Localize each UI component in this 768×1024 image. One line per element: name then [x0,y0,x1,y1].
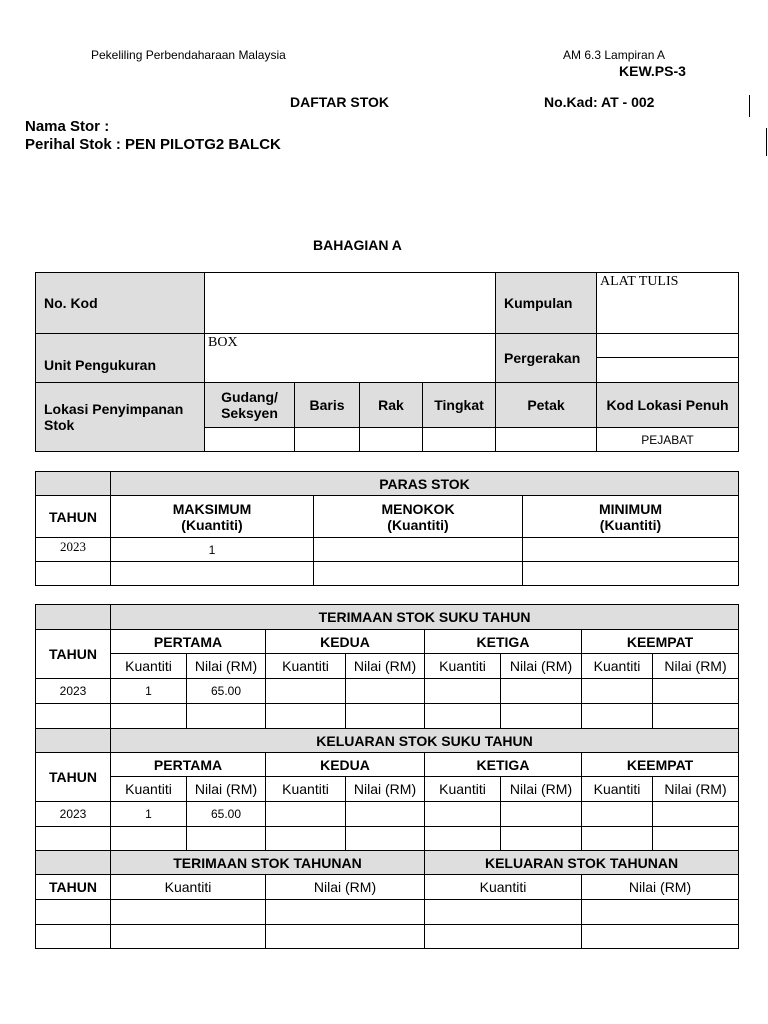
appendix-reference: AM 6.3 Lampiran A [563,48,666,62]
keluaran-cell[interactable] [582,802,653,827]
suku-tahun-table [35,604,739,949]
terimaan-keempat-header: KEEMPAT [582,630,739,654]
tahunan-cell[interactable] [36,925,111,949]
keluaran-row1-tahun[interactable]: 2023 [36,802,111,827]
terimaan-heading: TERIMAAN STOK SUKU TAHUN [111,605,739,630]
page-title: DAFTAR STOK [290,94,390,110]
terimaan-cell[interactable] [266,704,346,729]
terimaan-tahunan-heading: TERIMAAN STOK TAHUNAN [111,851,425,875]
keluaran-nilai-4: Nilai (RM) [653,777,739,802]
terimaan-nilai-4: Nilai (RM) [653,654,739,679]
paras-stok-table [35,471,739,586]
menokok-header [314,496,523,538]
keluaran-tahunan-nilai: Nilai (RM) [582,875,739,900]
terimaan-kuantiti-3: Kuantiti [425,654,501,679]
tahun-header: TAHUN [36,496,111,538]
circular-reference: Pekeliling Perbendaharaan Malaysia [91,48,286,62]
keluaran-cell[interactable] [582,827,653,851]
paras-row1-tahun[interactable]: 2023 [36,538,111,562]
kod-lokasi-label: Kod Lokasi Penuh [597,383,739,428]
rak-label: Rak [360,383,423,428]
tingkat-label: Tingkat [423,383,496,428]
terimaan-cell[interactable] [501,704,582,729]
minimum-header [523,496,739,538]
paras-stok-heading: PARAS STOK [111,472,739,496]
gudang-label: Gudang/ Seksyen [205,383,295,428]
maksimum-header [111,496,314,538]
terimaan-nilai-1: Nilai (RM) [187,654,266,679]
paras-row2-tahun[interactable] [36,562,111,586]
bahagian-a-table [35,272,739,452]
keluaran-cell[interactable] [346,827,425,851]
keluaran-cell[interactable] [346,802,425,827]
paras-row2-menokok[interactable] [314,562,523,586]
keluaran-ketiga-header: KETIGA [425,753,582,777]
text-cursor-mark [749,95,750,117]
tahunan-corner [36,851,111,875]
keluaran-pertama-header: PERTAMA [111,753,266,777]
paras-corner [36,472,111,496]
keluaran-nilai-1: Nilai (RM) [187,777,266,802]
kod-lokasi-value[interactable]: PEJABAT [597,428,739,452]
terimaan-cell[interactable] [346,704,425,729]
keluaran-cell[interactable] [111,827,187,851]
keluaran-cell[interactable] [501,802,582,827]
keluaran-corner [36,729,111,753]
tahunan-cell[interactable] [425,925,582,949]
menokok-label: MENOKOK [381,500,455,517]
terimaan-cell[interactable] [425,679,501,704]
paras-row1-menokok[interactable] [314,538,523,562]
terimaan-cell[interactable] [582,704,653,729]
keluaran-nilai-3: Nilai (RM) [501,777,582,802]
keluaran-tahun-header: TAHUN [36,753,111,802]
terimaan-pertama-header: PERTAMA [111,630,266,654]
keluaran-cell[interactable] [501,827,582,851]
tahunan-cell[interactable] [266,900,425,925]
unit-label: Unit Pengukuran [36,334,205,383]
tahunan-cell[interactable] [582,925,739,949]
keluaran-cell[interactable] [425,802,501,827]
paras-row1-minimum[interactable] [523,538,739,562]
keluaran-cell[interactable] [187,827,266,851]
terimaan-corner [36,605,111,630]
keluaran-kuantiti-1: Kuantiti [111,777,187,802]
keluaran-kedua-header: KEDUA [266,753,425,777]
keluaran-cell[interactable] [266,827,346,851]
terimaan-cell[interactable] [111,704,187,729]
terimaan-cell[interactable] [653,679,739,704]
no-kod-label: No. Kod [36,273,205,334]
terimaan-row1-nilai[interactable]: 65.00 [187,679,266,704]
minimum-label: MINIMUM [599,500,662,517]
text-cursor-mark [766,128,767,156]
kumpulan-label: Kumpulan [496,273,597,334]
maksimum-label: MAKSIMUM [172,500,252,517]
petak-value[interactable] [496,428,597,452]
menokok-unit: (Kuantiti) [387,516,449,533]
minimum-unit: (Kuantiti) [599,516,662,533]
paras-row1-maksimum[interactable]: 1 [111,538,314,562]
keluaran-kuantiti-2: Kuantiti [266,777,346,802]
keluaran-cell[interactable] [653,827,739,851]
keluaran-cell[interactable] [653,802,739,827]
keluaran-nilai-2: Nilai (RM) [346,777,425,802]
paras-row2-minimum[interactable] [523,562,739,586]
tahunan-cell[interactable] [111,925,266,949]
terimaan-cell[interactable] [36,704,111,729]
keluaran-cell[interactable] [36,827,111,851]
form-code: KEW.PS-3 [619,63,686,79]
no-kod-value[interactable] [205,273,496,334]
store-name-label: Nama Stor : [25,118,110,135]
terimaan-nilai-3: Nilai (RM) [501,654,582,679]
keluaran-cell[interactable] [425,827,501,851]
terimaan-cell[interactable] [346,679,425,704]
pergerakan-value-2[interactable] [597,358,739,383]
paras-row2-maksimum[interactable] [111,562,314,586]
terimaan-cell[interactable] [653,704,739,729]
kumpulan-value[interactable]: ALAT TULIS [597,273,739,334]
terimaan-kedua-header: KEDUA [266,630,425,654]
baris-label: Baris [295,383,360,428]
terimaan-tahunan-nilai: Nilai (RM) [266,875,425,900]
keluaran-kuantiti-3: Kuantiti [425,777,501,802]
terimaan-kuantiti-2: Kuantiti [266,654,346,679]
terimaan-cell[interactable] [425,704,501,729]
terimaan-row1-tahun[interactable]: 2023 [36,679,111,704]
pergerakan-label: Pergerakan [496,334,597,383]
gudang-value[interactable] [205,428,295,452]
maksimum-unit: (Kuantiti) [181,516,243,533]
tingkat-value[interactable] [423,428,496,452]
terimaan-cell[interactable] [266,679,346,704]
tahunan-tahun-header: TAHUN [36,875,111,900]
terimaan-row1-kuantiti[interactable]: 1 [111,679,187,704]
terimaan-cell[interactable] [582,679,653,704]
tahunan-cell[interactable] [36,900,111,925]
terimaan-ketiga-header: KETIGA [425,630,582,654]
terimaan-kuantiti-1: Kuantiti [111,654,187,679]
keluaran-keempat-header: KEEMPAT [582,753,739,777]
lokasi-label: Lokasi Penyimpanan Stok [36,383,205,452]
terimaan-nilai-2: Nilai (RM) [346,654,425,679]
unit-value[interactable]: BOX [205,334,496,383]
keluaran-cell[interactable] [266,802,346,827]
terimaan-tahunan-kuantiti: Kuantiti [111,875,266,900]
section-heading: BAHAGIAN A [313,237,402,253]
tahunan-cell[interactable] [111,900,266,925]
stock-description: Perihal Stok : PEN PILOTG2 BALCK [25,136,281,153]
terimaan-cell[interactable] [187,704,266,729]
keluaran-tahunan-kuantiti: Kuantiti [425,875,582,900]
keluaran-tahunan-heading: KELUARAN STOK TAHUNAN [425,851,739,875]
baris-value[interactable] [295,428,360,452]
terimaan-cell[interactable] [501,679,582,704]
terimaan-tahun-header: TAHUN [36,630,111,679]
keluaran-row1-nilai[interactable]: 65.00 [187,802,266,827]
terimaan-kuantiti-4: Kuantiti [582,654,653,679]
tahunan-cell[interactable] [425,900,582,925]
petak-label: Petak [496,383,597,428]
card-number: No.Kad: AT - 002 [544,94,655,110]
tahunan-cell[interactable] [582,900,739,925]
rak-value[interactable] [360,428,423,452]
keluaran-heading: KELUARAN STOK SUKU TAHUN [111,729,739,753]
keluaran-row1-kuantiti[interactable]: 1 [111,802,187,827]
keluaran-kuantiti-4: Kuantiti [582,777,653,802]
tahunan-cell[interactable] [266,925,425,949]
pergerakan-value-1[interactable] [597,334,739,358]
